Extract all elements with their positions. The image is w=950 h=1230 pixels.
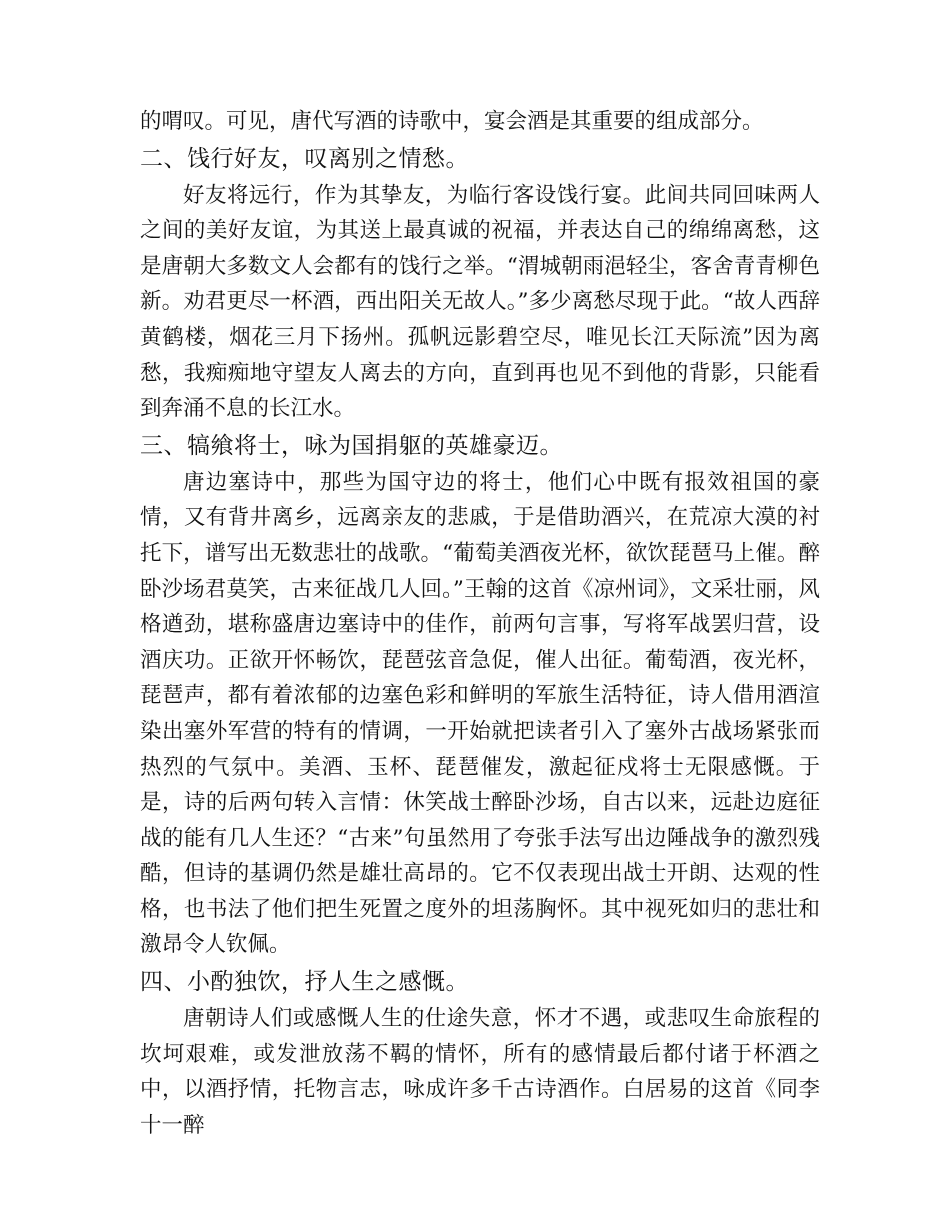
section-heading-3: 三、犒飨将士，咏为国捐躯的英雄豪迈。 [140,432,563,459]
paragraph-continuation: 的喟叹。可见，唐代写酒的诗歌中，宴会酒是其重要的组成部分。 [140,109,764,134]
section-heading-4: 四、小酌独饮，抒人生之感慨。 [140,969,469,996]
document-page [140,104,820,1143]
paragraph-solitary: 唐朝诗人们或感慨人生的仕途失意，怀才不遇，或悲叹生命旅程的坎坷艰难，或发泄放荡不羁的情怀，所有的感情最后都付诸于杯酒之中，以酒抒情，托物言志，咏成许多千古诗酒作。白居易的这首《同李十一醉 [140,1006,820,1138]
paragraph-frontier: 唐边塞诗中，那些为国守边的将士，他们心中既有报效祖国的豪情，又有背井离乡，远离亲友的悲戚，于是借助酒兴，在荒凉大漠的衬托下，谱写出无数悲壮的战歌。“葡萄美酒夜光杯，欲饮琵琶马上催。醉卧沙场君莫笑，古来征战几人回。”王翰的这首《凉州词》，文采壮丽，风格遒劲，堪称盛唐边塞诗中的佳作，前两句言事，写将军战罢归营，设酒庆功。正欲开怀畅饮，琵琶弦音急促，催人出征。葡萄酒，夜光杯，琵琶声，都有着浓郁的边塞色彩和鲜明的军旅生活特征，诗人借用酒渲染出塞外军营的特有的情调，一开始就把读者引入了塞外古战场紧张而热烈的气氛中。美酒、玉杯、琵琶催发，激起征戍将士无限感慨。于是，诗的后两句转入言情：休笑战士醉卧沙场，自古以来，远赴边庭征战的能有几人生还？“古来”句虽然用了夸张手法写出边陲战争的激烈残酷，但诗的基调仍然是雄壮高昂的。它不仅表现出战士开朗、达观的性格，也书法了他们把生死置之度外的坦荡胸怀。其中视死如归的悲壮和激昂令人钦佩。 [140,469,820,958]
section-heading-2: 二、饯行好友，叹离别之情愁。 [140,145,469,172]
paragraph-farewell: 好友将远行，作为其挚友，为临行客设饯行宴。此间共同回味两人之间的美好友谊，为其送上最真诚的祝福，并表达自己的绵绵离愁，这是唐朝大多数文人会都有的饯行之举。“渭城朝雨浥轻尘，客舍青青柳色新。劝君更尽一杯酒，西出阳关无故人。”多少离愁尽现于此。“故人西辞黄鹤楼，烟花三月下扬州。孤帆远影碧空尽，唯见长江天际流”因为离愁，我痴痴地守望友人离去的方向，直到再也见不到他的背影，只能看到奔涌不息的长江水。 [140,182,820,422]
